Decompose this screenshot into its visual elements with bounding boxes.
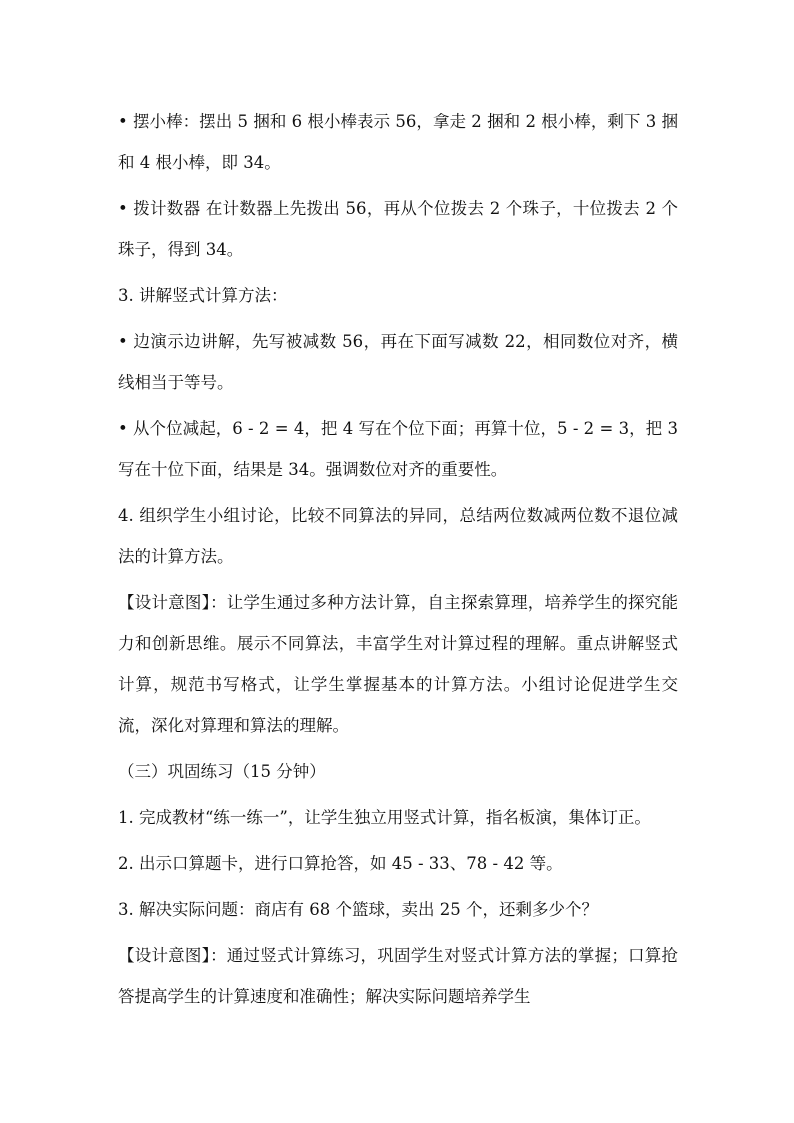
paragraph-step-3: 3. 讲解竖式计算方法：	[118, 286, 288, 305]
paragraph-design-intent-1: 【设计意图】：让学生通过多种方法计算，自主探索算理，培养学生的探究能力和创新思维。展示不同算法，丰富学生对计算过程的理解。重点讲解竖式计算，规范书写格式，让学生掌握基本的计算方法。小组讨论促进学生交流，深化对算理和算法的理解。	[118, 593, 678, 735]
paragraph-step-4: 4. 组织学生小组讨论，比较不同算法的异同，总结两位数减两位数不退位减法的计算方法。	[118, 506, 678, 566]
paragraph-bullet-sticks: • 摆小棒：摆出 5 捆和 6 根小棒表示 56，拿走 2 捆和 2 根小棒，剩下 3 捆和 4 根小棒，即 34。	[118, 112, 678, 172]
paragraph-design-intent-2: 【设计意图】：通过竖式计算练习，巩固学生对竖式计算方法的掌握；口算抢答提高学生的计算速度和准确性；解决实际问题培养学生	[118, 946, 678, 1006]
section-heading-practice: （三）巩固练习（15 分钟）	[118, 762, 326, 781]
paragraph-practice-2: 2. 出示口算题卡，进行口算抢答，如 45 - 33、78 - 42 等。	[118, 854, 563, 873]
paragraph-practice-1: 1. 完成教材“练一练一”，让学生独立用竖式计算，指名板演，集体订正。	[118, 808, 651, 827]
paragraph-bullet-demo: • 边演示边讲解，先写被减数 56，再在下面写减数 22，相同数位对齐，横线相当于等号。	[118, 332, 678, 392]
paragraph-practice-3: 3. 解决实际问题：商店有 68 个篮球，卖出 25 个，还剩多少个？	[118, 900, 598, 919]
paragraph-bullet-abacus: • 拨计数器 在计数器上先拨出 56，再从个位拨去 2 个珠子，十位拨去 2 个珠子，得到 34。	[118, 199, 678, 259]
paragraph-bullet-units: • 从个位减起，6 - 2 = 4，把 4 写在个位下面；再算十位，5 - 2 = 3，把 3 写在十位下面，结果是 34。强调数位对齐的重要性。	[118, 419, 678, 479]
document-body	[118, 101, 678, 1022]
